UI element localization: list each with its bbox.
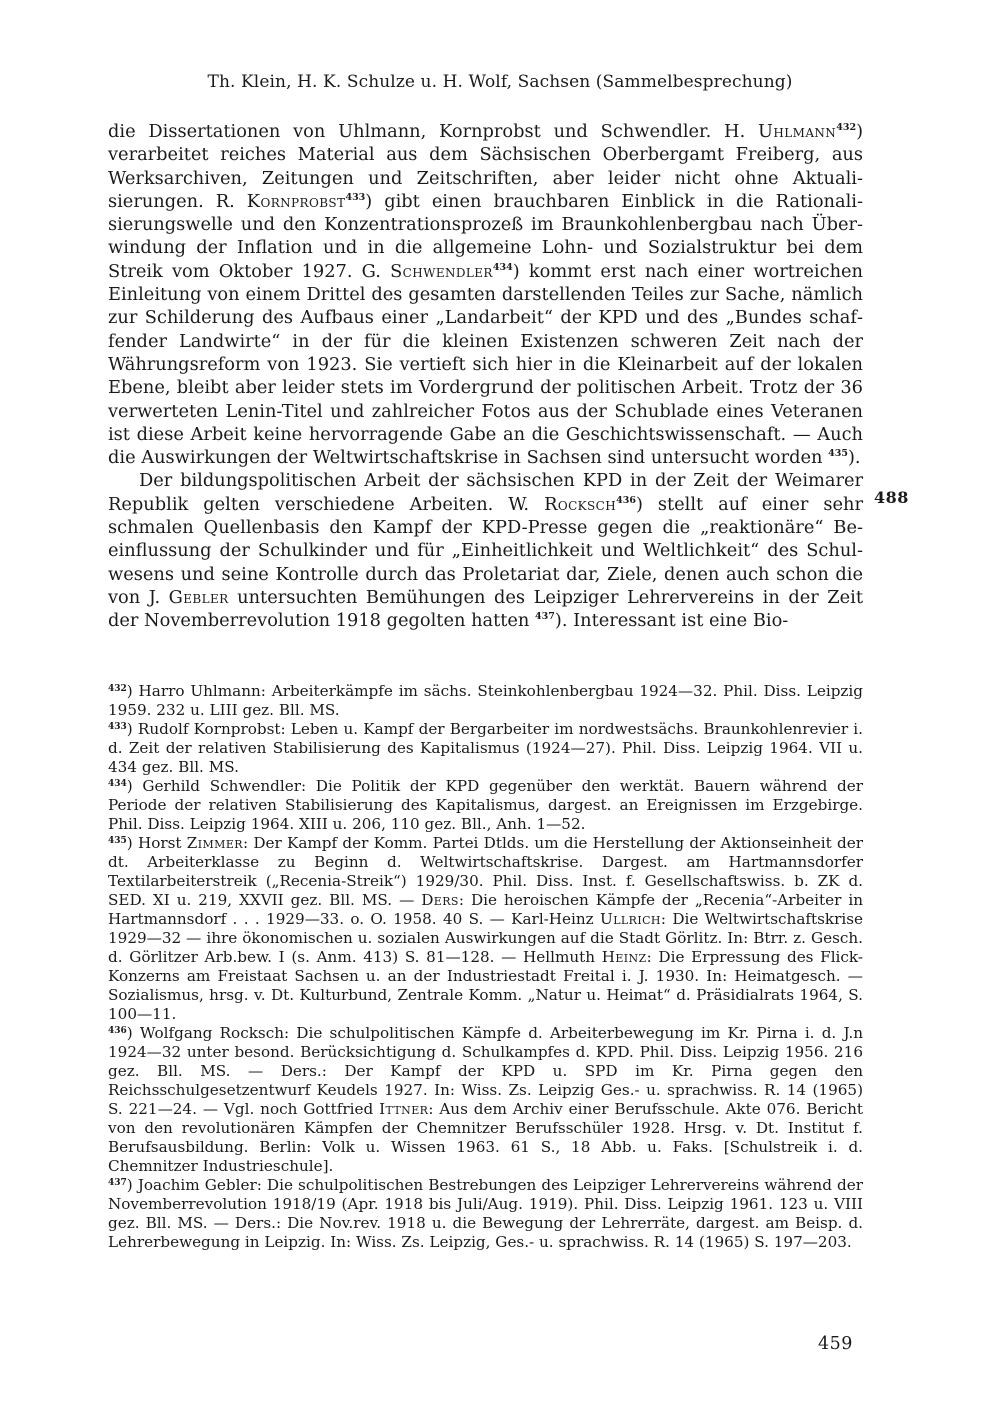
footnote-435 <box>108 834 863 1024</box>
footnote-number: 433 <box>108 722 127 732</box>
author-name: Uhlmann <box>758 121 837 142</box>
text-run: Der bildungspolitischen Arbeit der sächsischen KPD in der Zeit der Weimarer Republik gelten verschiedene Arbeiten. W. <box>108 470 863 515</box>
footnote-text: : Die Weltwirtschaftskrise 1929—32 — ihre ökonomischen u. sozialen Auswirkungen auf die Stadt Görlitz. In: Btrr. z. Gesch. d. Görlitzer Arb.bew. I (s. Anm. 413) S. 81—128. — Hellmuth <box>108 910 863 966</box>
main-text <box>108 120 863 633</box>
footnote-number: 436 <box>108 1026 127 1036</box>
footnote-text: : Die Erpressung des Flick-Konzerns am Freistaat Sachsen u. an der Industriestadt Freital i. J. 1930. In: Heimatgesch. — Sozialismus, hrsg. v. Dt. Kulturbund, Zentrale Komm. „Natur u. Heimat“ d. Präsidialrats 1964, S. 100—11. <box>108 948 863 1023</box>
author-name: Gebler <box>168 586 229 608</box>
footnote-ref[interactable]: 437 <box>535 611 555 623</box>
footnote-number: 435 <box>108 836 127 846</box>
author-name: Zimmer <box>186 834 243 852</box>
running-head: Th. Klein, H. K. Schulze u. H. Wolf, Sachsen (Sammelbesprechung) <box>207 72 793 92</box>
text-run: ) kommt erst nach einer wortreichen Einleitung von einem Drittel des gesamten darstellenden Teiles zur Sache, nämlich zur Schilderung des Aufbaus einer „Landarbeit“ der KPD und des „Bundes schaffender Landwirte“ in der für die kleinen Existenzen schweren Zeit nach der Währungsreform von 1923. Sie vertieft sich hier in die Kleinarbeit auf der lokalen Ebene, bleibt aber leider stets im Vordergrund der politischen Arbeit. Trotz der 36 verwerteten Lenin-Titel und zahlreicher Fotos aus der Schublade eines Veteranen ist diese Arbeit keine hervorragende Gabe an die Geschichtswissenschaft. — Auch die Auswirkungen der Weltwirtschaftskrise in Sachsen sind untersucht worden <box>108 260 864 469</box>
footnote-text: : Der Kampf der Komm. Partei Dtlds. um die Herstellung der Aktionseinheit der dt. Arbeiterklasse zu Beginn d. Weltwirtschaftskrise. Dargest. am Hartmannsdorfer Textilarbeiterstreik („Recenia-Streik“) 1929/30. Phil. Diss. Inst. f. Gesellschaftswiss. b. ZK d. SED. XI u. 219, XXVII gez. Bll. MS. — <box>108 834 863 909</box>
author-name: Kornprobst <box>246 190 346 212</box>
footnote-text: : Die heroischen Kämpfe der „Recenia“-Arbeiter in Hartmannsdorf . . . 1929—33. o. O. 1958. 40 S. — Karl-Heinz <box>108 891 863 928</box>
text-run: ). <box>847 447 861 469</box>
page-number: 459 <box>818 1334 853 1354</box>
text-run: ) gibt einen brauchbaren Einblick in die Rationalisierungswelle und den Konzentrationsprozeß im Braunkohlenbergbau nach Überwindung der Inflation und in die allgemeine Lohn- und Sozialstruktur bei dem Streik vom Oktober 1927. G. <box>108 190 863 282</box>
author-name: Ullrich <box>600 910 661 928</box>
footnote-text: ) Horst <box>126 834 187 852</box>
text-run: ). Interessant ist eine Bio- <box>554 610 789 632</box>
footnote-432 <box>108 682 863 720</box>
footnote-text: ) Joachim Gebler: Die schulpolitischen Bestrebungen des Leipziger Lehrervereins während der Novemberrevolution 1918/19 (Apr. 1918 bis Juli/Aug. 1919). Phil. Diss. Leipzig 1961. 123 u. VIII gez. Bll. MS. — Ders.: Die Nov.rev. 1918 u. die Bewegung der Lehrerräte, dargest. am Beisp. d. Lehrerbewegung in Leipzig. In: Wiss. Zs. Leipzig, Ges.- u. sprachwiss. R. 14 (1965) S. 197—203. <box>108 1176 863 1251</box>
footnote-ref[interactable]: 432 <box>836 122 857 133</box>
footnote-436 <box>108 1024 863 1176</box>
footnote-text: ) Rudolf Kornprobst: Leben u. Kampf der Bergarbeiter im nordwestsächs. Braunkohlenrevier i. d. Zeit der relativen Stabilisierung des Kapitalismus (1924—27). Phil. Diss. Leipzig 1964. VII u. 434 gez. Bll. MS. <box>108 720 863 776</box>
footnote-434 <box>108 777 863 834</box>
footnote-ref[interactable]: 435 <box>828 448 848 460</box>
text-run: ) stellt auf einer sehr schmalen Quellenbasis den Kampf der KPD-Presse gegen die „reaktionäre“ Beeinflussung der Schulkinder und für „Einheitlichkeit und Weltlichkeit“ des Schulwesens und seine Kontrolle durch das Proletariat dar, Ziele, denen auch schon die von J. <box>108 493 864 608</box>
text-run: untersuchten Bemühungen des Leipziger Lehrervereins in der Zeit der Novemberrevolution 1918 gegolten hatten <box>108 586 863 632</box>
footnotes <box>108 682 863 1252</box>
footnote-text: ) Harro Uhlmann: Arbeiterkämpfe im sächs. Steinkohlenbergbau 1924—32. Phil. Diss. Leipzig 1959. 232 u. LIII gez. Bll. MS. <box>108 682 863 719</box>
footnote-ref[interactable]: 433 <box>345 191 366 203</box>
author-name: Ittner <box>379 1100 429 1118</box>
footnote-437 <box>108 1176 863 1252</box>
footnote-number: 437 <box>108 1178 127 1188</box>
footnote-text: ) Gerhild Schwendler: Die Politik der KPD gegenüber den werktät. Bauern während der Periode der relativen Stabilisierung des Kapitalismus, dargest. an Ereignissen im Erzgebirge. Phil. Diss. Leipzig 1964. XIII u. 206, 110 gez. Bll., Anh. 1—52. <box>108 777 863 833</box>
footnote-text: : Aus dem Archiv einer Berufsschule. Akte 076. Bericht von den revolutionären Kämpfen der Chemnitzer Berufsschüler 1928. Hrsg. v. Dt. Institut f. Berufsausbildung. Berlin: Volk u. Wissen 1963. 61 S., 18 Abb. u. Faks. [Schulstreik i. d. Chemnitzer Industrieschule]. <box>108 1100 863 1175</box>
author-name: Schwendler <box>390 260 493 282</box>
author-name: Rocksch <box>544 493 617 515</box>
footnote-number: 434 <box>108 779 127 789</box>
footnote-433 <box>108 720 863 777</box>
author-name: Ders <box>421 891 459 909</box>
footnote-text: ) Wolfgang Rocksch: Die schulpolitischen Kämpfe d. Arbeiterbewegung im Kr. Pirna i. d. J.n 1924—32 unter besond. Berücksichtigung d. Schulkampfes d. KPD. Phil. Diss. Leipzig 1956. 216 gez. Bll. MS. — Ders.: Der Kampf der KPD u. SPD im Kr. Pirna gegen den Reichsschulgesetzentwurf Keudels 1927. In: Wiss. Zs. Leipzig Ges.- u. sprachwiss. R. 14 (1965) S. 221—24. — Vgl. noch Gottfried <box>108 1024 863 1118</box>
text-run: ) verarbeitet reiches Material aus dem Sächsischen Oberbergamt Freiberg, aus Werksarchiven, Zeitungen und Zeitschriften, aber leider nicht ohne Aktualisierungen. R. <box>108 121 863 212</box>
footnote-ref[interactable]: 434 <box>492 261 513 273</box>
paragraph-2 <box>108 469 863 632</box>
footnote-ref[interactable]: 436 <box>616 494 636 506</box>
paragraph-1 <box>108 120 863 469</box>
author-name: Heinz <box>601 948 647 966</box>
footnote-number: 432 <box>108 684 127 694</box>
text-run: die Dissertationen von Uhlmann, Kornprobst und Schwendler. H. <box>108 121 759 142</box>
margin-number: 488 <box>874 488 909 507</box>
